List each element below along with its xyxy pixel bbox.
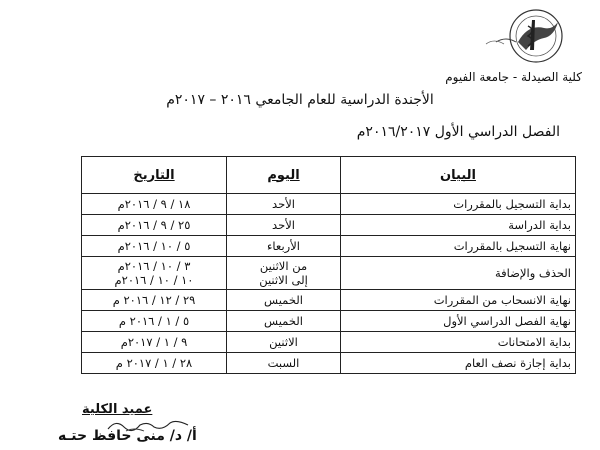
table-row [82,236,576,257]
faculty-logo [478,6,578,68]
table-row [82,311,576,332]
row-date-to: ١٠ / ١٠ / ٢٠١٦م [114,273,194,287]
row-day: السبت [227,353,341,374]
row-date: ٢٩ / ١٢ / ٢٠١٦ م [82,290,227,311]
table-row [82,257,576,290]
row-day: الأحد [227,215,341,236]
table-row [82,215,576,236]
row-day: الخميس [227,290,341,311]
row-date: ١٨ / ٩ / ٢٠١٦م [82,194,227,215]
header-desc: البيان [341,157,576,194]
page-title: الأجندة الدراسية للعام الجامعي ٢٠١٦ – ٢٠١٧م [166,92,434,108]
faculty-line: كلية الصيدلة - جامعة الفيوم [445,70,582,84]
header-day: اليوم [227,157,341,194]
row-desc: الحذف والإضافة [341,257,576,290]
row-date: ٢٥ / ٩ / ٢٠١٦م [82,215,227,236]
row-desc: بداية الامتحانات [341,332,576,353]
row-day: الاثنين [227,332,341,353]
row-day-to: إلى الاثنين [259,273,308,287]
header-date: التاريخ [82,157,227,194]
row-day-from: من الاثنين [259,259,308,273]
row-date: ٥ / ١ / ٢٠١٦ م [82,311,227,332]
table-row [82,332,576,353]
table-row [82,290,576,311]
row-date: ٩ / ١ / ٢٠١٧م [82,332,227,353]
row-date: ٢٨ / ١ / ٢٠١٧ م [82,353,227,374]
row-day: الأحد [227,194,341,215]
row-desc: بداية الدراسة [341,215,576,236]
row-desc: نهاية الفصل الدراسي الأول [341,311,576,332]
row-desc: بداية إجازة نصف العام [341,353,576,374]
table-row [82,194,576,215]
academic-calendar-table [81,156,576,374]
row-desc: نهاية التسجيل بالمقررات [341,236,576,257]
row-day: الخميس [227,311,341,332]
table-header-row [82,157,576,194]
row-day: الأربعاء [227,236,341,257]
row-desc: بداية التسجيل بالمقررات [341,194,576,215]
row-date-from: ٣ / ١٠ / ٢٠١٦م [117,259,191,273]
dean-name: أ/ د/ منى حافظ حتـه [58,428,197,444]
row-day [227,257,341,290]
semester-title: الفصل الدراسي الأول ٢٠١٦/٢٠١٧م [356,124,560,140]
row-date: ٥ / ١٠ / ٢٠١٦م [82,236,227,257]
table-row [82,353,576,374]
row-desc: نهاية الانسحاب من المقررات [341,290,576,311]
dean-title: عميد الكلية [82,402,153,417]
row-date [82,257,227,290]
